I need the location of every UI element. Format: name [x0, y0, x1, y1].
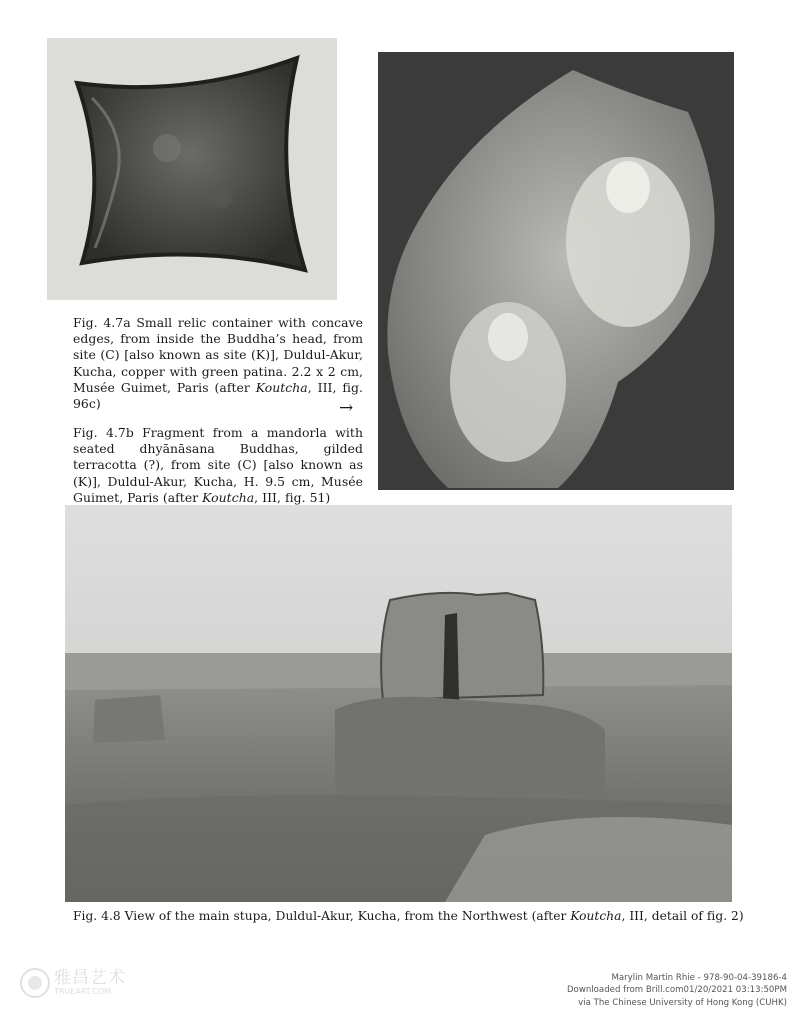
figure-4-8-caption: [73, 908, 753, 924]
relic-container-image: [47, 38, 337, 300]
figure-4-7b-caption-text: Fragment from a mandorla with seated dhyānāsana Buddhas, gilded terracotta (?), from site (C) [also known as (K)], Duldul-Akur, Kucha, H. 9.5 cm, Musée Guimet, Paris (after: [73, 425, 363, 505]
figure-4-7a-photo: [47, 38, 337, 300]
figure-4-8-citation-ref: , III, detail of fig. 2): [621, 909, 744, 923]
footer-author-isbn: Marylin Martin Rhie - 978-90-04-39186-4: [611, 973, 787, 983]
figure-4-7b-citation-ref: , III, fig. 51): [254, 489, 331, 505]
figure-4-7a-caption-text: Small relic container with concave edges, from inside the Buddha’s head, from site (C) [also known as site (K)], Duldul-Akur, Kucha, copper with green patina. 2.2 x 2 cm, Musée Guimet, Paris (after: [73, 315, 363, 395]
figure-4-7b-citation: Koutcha: [202, 489, 255, 505]
figure-4-7b-label: Fig. 4.7b: [73, 425, 134, 440]
stupa-landscape-image: [65, 505, 732, 902]
watermark-logo-icon: [20, 968, 50, 998]
figure-4-8-caption-text: View of the main stupa, Duldul-Akur, Kucha, from the Northwest (after: [124, 909, 571, 923]
figure-4-7a-citation: Koutcha: [255, 379, 308, 395]
download-footer: [567, 972, 787, 1009]
figure-4-8-citation: Koutcha: [570, 909, 622, 923]
mandorla-fragment-image: [378, 52, 734, 490]
figure-4-7a-label: Fig. 4.7a: [73, 315, 131, 330]
watermark-english-text: TRUEART.COM: [54, 987, 112, 996]
trueart-watermark: [20, 968, 126, 998]
arrow-right-icon: →: [339, 398, 354, 418]
figure-4-8-photo: [65, 505, 732, 902]
footer-institution: via The Chinese University of Hong Kong (CUHK): [578, 997, 787, 1008]
watermark-chinese-text: 雅昌艺术: [54, 968, 126, 988]
figure-4-7b-photo: [378, 52, 734, 490]
figure-4-7b-caption: [73, 425, 363, 506]
figure-4-7a-caption: [73, 315, 363, 412]
footer-download-info: Downloaded from Brill.com01/20/2021 03:13:50PM: [566, 985, 787, 996]
figure-4-7a-citation-ref: , III, fig. 96c): [73, 379, 363, 412]
figure-4-8-label: Fig. 4.8: [73, 909, 121, 923]
